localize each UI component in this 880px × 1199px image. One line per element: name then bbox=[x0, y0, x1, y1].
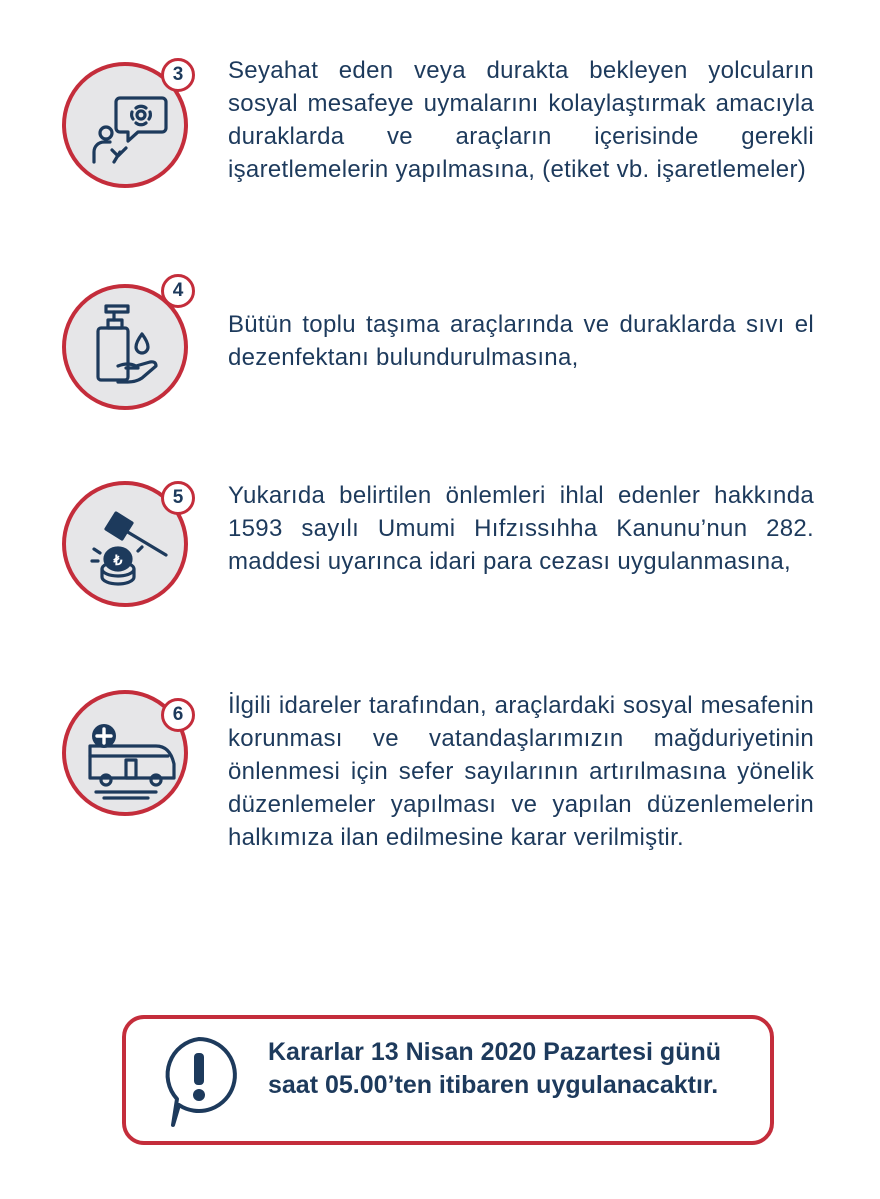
icon-badge bbox=[62, 280, 188, 410]
icon-badge bbox=[62, 690, 188, 816]
step-number-badge: 4 bbox=[161, 274, 195, 308]
notice-box bbox=[122, 1015, 774, 1145]
measure-text: Bütün toplu taşıma araçlarında ve duraklarda sıvı el dezenfektanı bulundurulmasına, bbox=[228, 311, 814, 371]
step-number-badge: 6 bbox=[161, 698, 195, 732]
step-number-badge: 3 bbox=[161, 58, 195, 92]
svg-text:₺: ₺ bbox=[113, 552, 123, 568]
exclamation-bubble-icon bbox=[156, 1029, 242, 1141]
icon-badge bbox=[62, 481, 188, 607]
icon-badge bbox=[62, 62, 188, 188]
measure-text: Seyahat eden veya durakta bekleyen yolcuların sosyal mesafeye uymalarını kolaylaştırmak amacıyla duraklarda ve araçların içerisinde gerekli işaretlemelerin yapılmasına, (etiket vb. işaretlemeler) bbox=[228, 57, 814, 183]
measure-text: İlgili idareler tarafından, araçlardaki sosyal mesafenin korunması ve vatandaşlarımızın mağduriyetinin önlenmesi için sefer sayılarının artırılmasına yönelik düzenlemeler yapılması ve yapılan düzenlemelerin halkımıza ilan edilmesine karar verilmiştir. bbox=[228, 692, 814, 851]
notice-text: Kararlar 13 Nisan 2020 Pazartesi günü saat 05.00’ten itibaren uygulanacaktır. bbox=[268, 1038, 722, 1099]
step-number-badge: 5 bbox=[161, 481, 195, 515]
measure-text: Yukarıda belirtilen önlemleri ihlal edenler hakkında 1593 sayılı Umumi Hıfzıssıhha Kanunu’nun 282. maddesi uyarınca idari para cezası uygulanmasına, bbox=[228, 482, 814, 575]
hand-sanitizer-icon bbox=[66, 288, 184, 406]
